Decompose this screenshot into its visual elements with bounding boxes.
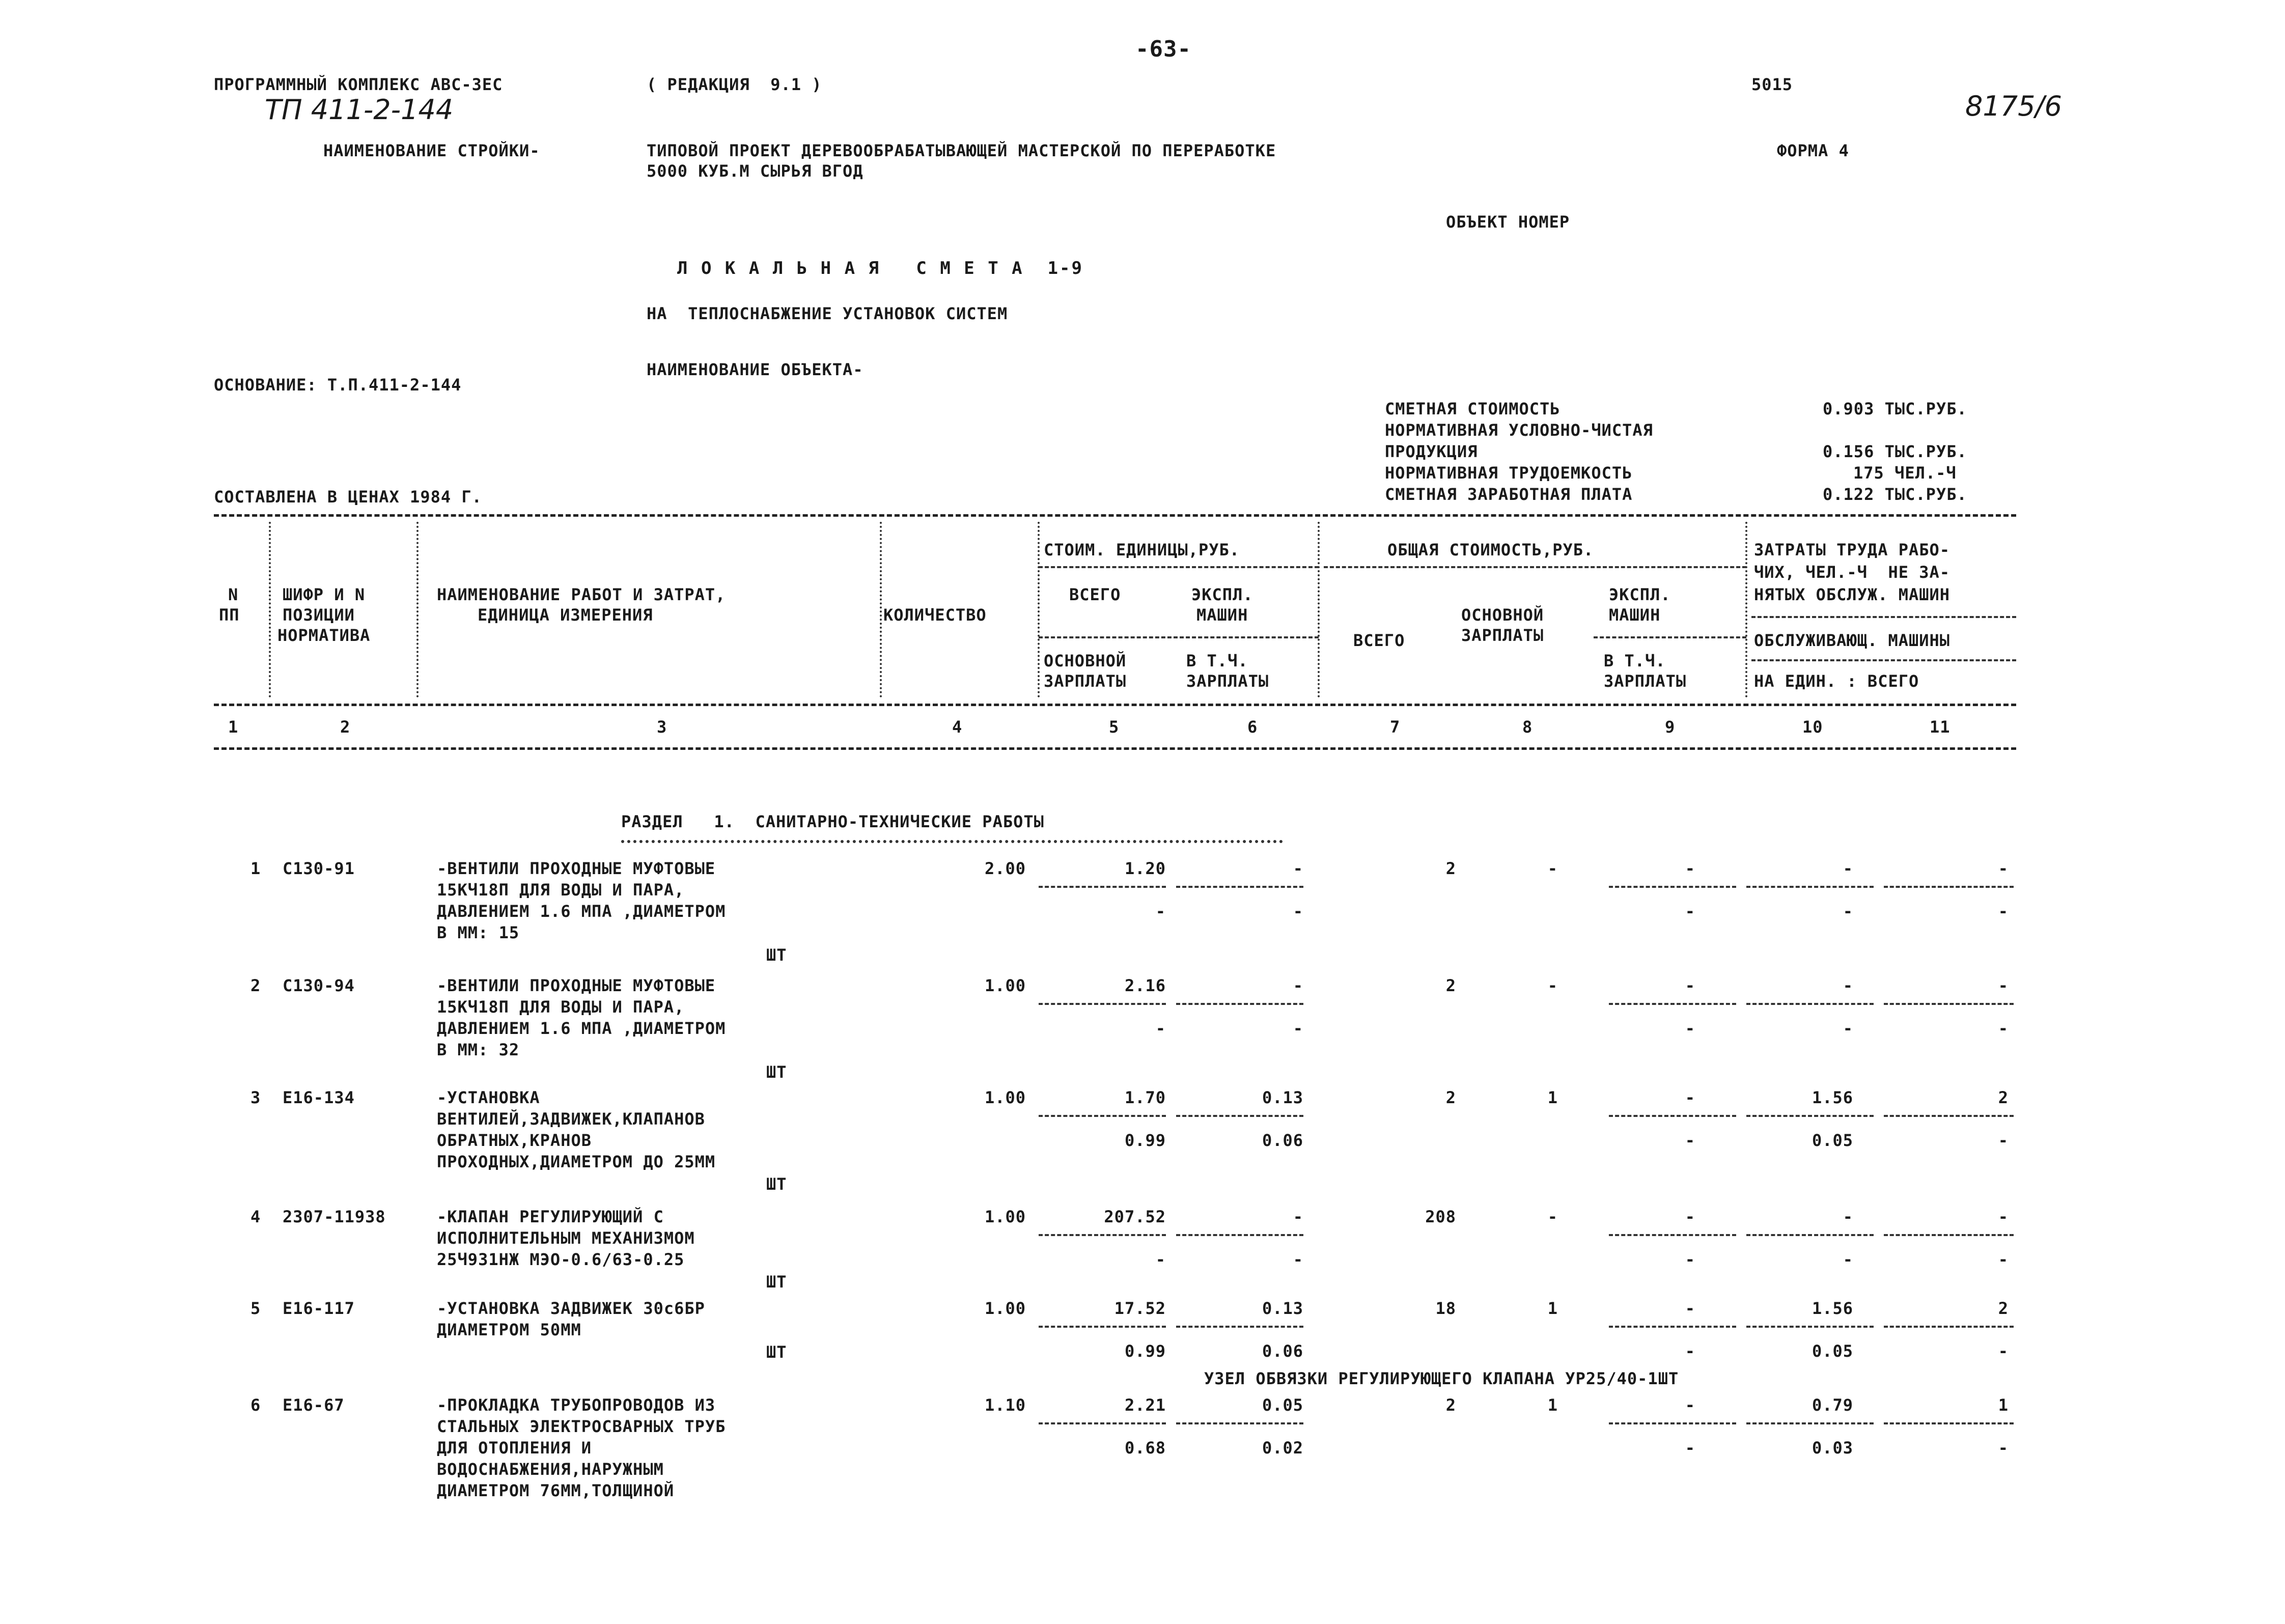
- cell-split-rule: [1039, 1234, 1166, 1236]
- cell-split-rule: [1176, 1115, 1303, 1117]
- row-number: 6: [250, 1395, 261, 1415]
- row-unit-total: 17.52: [1114, 1299, 1166, 1318]
- header-total-mach-wage: ЗАРПЛАТЫ: [1604, 671, 1687, 691]
- cell-split-rule: [1609, 1003, 1736, 1005]
- row-work-name: -ВЕНТИЛИ ПРОХОДНЫЕ МУФТОВЫЕ: [437, 976, 716, 995]
- basis: ОСНОВАНИЕ: Т.П.411-2-144: [214, 375, 462, 395]
- header-code: ШИФР И N: [283, 585, 366, 604]
- cell-split-rule: [1884, 1422, 2014, 1424]
- row-labor-mach-total: -: [1998, 1341, 2009, 1361]
- row-unit-wage: 0.99: [1124, 1341, 1166, 1361]
- header-unit-total: ВСЕГО: [1069, 585, 1121, 604]
- row-total-wage: 1: [1547, 1395, 1558, 1415]
- cell-split-rule: [1039, 1003, 1166, 1005]
- column-number: 11: [1930, 717, 1950, 737]
- row-total-mach-wage: -: [1685, 1131, 1695, 1150]
- row-unit: ШТ: [766, 945, 787, 965]
- row-total-mach: -: [1685, 859, 1695, 878]
- col-divider: [416, 522, 419, 697]
- row-work-name: ВОДОСНАБЖЕНИЯ,НАРУЖНЫМ: [437, 1460, 664, 1479]
- row-total-mach: -: [1685, 1395, 1695, 1415]
- row-number: 5: [250, 1299, 261, 1318]
- cell-split-rule: [1176, 1003, 1303, 1005]
- section-underline: [621, 840, 1283, 843]
- row-labor-mach-unit: 0.03: [1812, 1438, 1853, 1458]
- row-total-mach-wage: -: [1685, 902, 1695, 921]
- header-code: НОРМАТИВА: [277, 626, 371, 645]
- row-work-name: -ВЕНТИЛИ ПРОХОДНЫЕ МУФТОВЫЕ: [437, 859, 716, 878]
- program-name: ПРОГРАММНЫЙ КОМПЛЕКС АВС-3ЕС: [214, 75, 503, 94]
- cell-split-rule: [1746, 886, 1874, 888]
- row-work-name: ИСПОЛНИТЕЛЬНЫМ МЕХАНИЗМОМ: [437, 1228, 695, 1248]
- row-quantity: 1.10: [984, 1395, 1026, 1415]
- row-code: Е16-117: [283, 1299, 355, 1318]
- row-total-mach: -: [1685, 1299, 1695, 1318]
- row-total-wage: 1: [1547, 1299, 1558, 1318]
- node-note: УЗЕЛ ОБВЯЗКИ РЕГУЛИРУЮЩЕГО КЛАПАНА УР25/40-1ШТ: [1204, 1369, 1679, 1388]
- header-rule: [1751, 659, 2016, 661]
- cell-split-rule: [1609, 1234, 1736, 1236]
- row-unit: ШТ: [766, 1062, 787, 1082]
- row-work-name: ДАВЛЕНИЕМ 1.6 МПА ,ДИАМЕТРОМ: [437, 902, 726, 921]
- row-unit-total: 207.52: [1104, 1207, 1166, 1226]
- row-labor-total: 2: [1998, 1299, 2009, 1318]
- row-labor-mach-unit: 0.05: [1812, 1341, 1853, 1361]
- header-unit-wage: ЗАРПЛАТЫ: [1044, 671, 1127, 691]
- column-number: 3: [657, 717, 667, 737]
- row-unit-mach-wage: -: [1293, 1019, 1303, 1038]
- col-divider: [1745, 522, 1747, 697]
- cell-split-rule: [1746, 1003, 1874, 1005]
- row-total-mach: -: [1685, 1088, 1695, 1107]
- cell-split-rule: [1176, 1326, 1303, 1328]
- summary-label: СМЕТНАЯ ЗАРАБОТНАЯ ПЛАТА: [1385, 485, 1633, 504]
- column-number: 6: [1247, 717, 1258, 737]
- row-code: С130-94: [283, 976, 355, 995]
- row-unit: ШТ: [766, 1342, 787, 1362]
- summary-label: СМЕТНАЯ СТОИМОСТЬ: [1385, 399, 1561, 418]
- row-total: 208: [1425, 1207, 1456, 1226]
- header-total-mach-wage: В Т.Ч.: [1604, 651, 1666, 670]
- cell-split-rule: [1609, 1115, 1736, 1117]
- header-quantity: КОЛИЧЕСТВО: [883, 605, 987, 625]
- cell-split-rule: [1039, 1115, 1166, 1117]
- row-labor-unit: -: [1843, 1207, 1853, 1226]
- row-work-name: 15КЧ18П ДЛЯ ВОДЫ И ПАРА,: [437, 997, 685, 1017]
- row-quantity: 1.00: [984, 976, 1026, 995]
- row-quantity: 2.00: [984, 859, 1026, 878]
- row-unit-wage: 0.99: [1124, 1131, 1166, 1150]
- row-total-mach: -: [1685, 1207, 1695, 1226]
- header-work-name: НАИМЕНОВАНИЕ РАБОТ И ЗАТРАТ,: [437, 585, 726, 604]
- col-divider: [269, 522, 271, 697]
- row-unit-mach: -: [1293, 1207, 1303, 1226]
- row-unit-mach-wage: 0.06: [1262, 1131, 1303, 1150]
- row-labor-mach-total: -: [1998, 1019, 2009, 1038]
- header-rule: [1594, 636, 1746, 638]
- header-code: ПОЗИЦИИ: [283, 605, 355, 625]
- column-number: 9: [1665, 717, 1676, 737]
- row-labor-total: 2: [1998, 1088, 2009, 1107]
- row-labor-mach-unit: -: [1843, 902, 1853, 921]
- header-unit-mach: ЭКСПЛ.: [1191, 585, 1253, 604]
- header-rule: [1039, 566, 1319, 568]
- row-work-name: ОБРАТНЫХ,КРАНОВ: [437, 1131, 592, 1150]
- header-total-cost: ОБЩАЯ СТОИМОСТЬ,РУБ.: [1387, 540, 1594, 559]
- row-work-name: -УСТАНОВКА ЗАДВИЖЕК 30с6БР: [437, 1299, 705, 1318]
- cell-split-rule: [1746, 1422, 1874, 1424]
- row-work-name: ПРОХОДНЫХ,ДИАМЕТРОМ ДО 25ММ: [437, 1152, 716, 1171]
- header-unit-wage: ОСНОВНОЙ: [1044, 651, 1127, 670]
- column-number: 5: [1109, 717, 1120, 737]
- section-title: РАЗДЕЛ 1. САНИТАРНО-ТЕХНИЧЕСКИЕ РАБОТЫ: [621, 812, 1044, 831]
- estimate-subtitle: НА ТЕПЛОСНАБЖЕНИЕ УСТАНОВОК СИСТЕМ: [647, 304, 1008, 323]
- row-labor-unit: 1.56: [1812, 1299, 1853, 1318]
- row-unit-mach: -: [1293, 859, 1303, 878]
- row-unit-mach-wage: -: [1293, 902, 1303, 921]
- cell-split-rule: [1746, 1234, 1874, 1236]
- estimate-title: Л О К А Л Ь Н А Я С М Е Т А 1-9: [677, 258, 1083, 278]
- row-quantity: 1.00: [984, 1299, 1026, 1318]
- cell-split-rule: [1746, 1326, 1874, 1328]
- row-unit-mach-wage: 0.06: [1262, 1341, 1303, 1361]
- cell-split-rule: [1039, 1326, 1166, 1328]
- row-labor-unit: -: [1843, 976, 1853, 995]
- row-number: 3: [250, 1088, 261, 1107]
- page-number: -63-: [1135, 36, 1191, 62]
- column-number: 7: [1390, 717, 1401, 737]
- row-unit-total: 2.21: [1124, 1395, 1166, 1415]
- header-unit-mach: МАШИН: [1196, 605, 1248, 625]
- row-total-mach: -: [1685, 976, 1695, 995]
- form-number: ФОРМА 4: [1777, 141, 1849, 160]
- cell-split-rule: [1884, 1234, 2014, 1236]
- column-number: 2: [340, 717, 351, 737]
- row-work-name: -ПРОКЛАДКА ТРУБОПРОВОДОВ ИЗ: [437, 1395, 716, 1415]
- row-total: 2: [1445, 976, 1456, 995]
- row-total-wage: -: [1547, 1207, 1558, 1226]
- row-unit-mach: -: [1293, 976, 1303, 995]
- row-total-mach-wage: -: [1685, 1019, 1695, 1038]
- table-rule-top: [214, 514, 2016, 517]
- table-rule-bottom: [214, 747, 2016, 750]
- row-labor-unit: 1.56: [1812, 1088, 1853, 1107]
- row-labor-mach-total: -: [1998, 902, 2009, 921]
- row-unit-wage: -: [1155, 1019, 1166, 1038]
- row-number: 4: [250, 1207, 261, 1226]
- row-number: 1: [250, 859, 261, 878]
- summary-value: 0.122 ТЫС.РУБ.: [1823, 485, 1967, 504]
- cell-split-rule: [1609, 886, 1736, 888]
- row-unit-wage: -: [1155, 902, 1166, 921]
- cell-split-rule: [1176, 886, 1303, 888]
- row-total-mach-wage: -: [1685, 1438, 1695, 1458]
- row-labor-total: -: [1998, 859, 2009, 878]
- cell-split-rule: [1176, 1234, 1303, 1236]
- summary-value: 0.903 ТЫС.РУБ.: [1823, 399, 1967, 418]
- construction-name-line2: 5000 КУБ.М СЫРЬЯ ВГОД: [647, 161, 863, 181]
- header-labor: ЧИХ, ЧЕЛ.-Ч НЕ ЗА-: [1754, 563, 1950, 582]
- row-total: 18: [1435, 1299, 1456, 1318]
- handwritten-project-number: ТП 411-2-144: [265, 94, 454, 126]
- row-total-mach-wage: -: [1685, 1250, 1695, 1269]
- row-quantity: 1.00: [984, 1088, 1026, 1107]
- header-n: N: [228, 585, 239, 604]
- row-unit-wage: 0.68: [1124, 1438, 1166, 1458]
- row-labor-unit: -: [1843, 859, 1853, 878]
- construction-label: НАИМЕНОВАНИЕ СТРОЙКИ-: [323, 141, 540, 160]
- header-total-wage: ОСНОВНОЙ: [1461, 605, 1544, 625]
- row-labor-mach-unit: -: [1843, 1250, 1853, 1269]
- summary-value: 175 ЧЕЛ.-Ч: [1853, 463, 1957, 483]
- row-work-name: ДАВЛЕНИЕМ 1.6 МПА ,ДИАМЕТРОМ: [437, 1019, 726, 1038]
- row-labor-unit: 0.79: [1812, 1395, 1853, 1415]
- row-total-wage: 1: [1547, 1088, 1558, 1107]
- column-number: 10: [1802, 717, 1823, 737]
- row-work-name: -УСТАНОВКА: [437, 1088, 540, 1107]
- header-unit-mach-wage: В Т.Ч.: [1186, 651, 1248, 670]
- header-unit-mach-wage: ЗАРПЛАТЫ: [1186, 671, 1269, 691]
- row-total-wage: -: [1547, 976, 1558, 995]
- row-code: Е16-67: [283, 1395, 345, 1415]
- row-unit-total: 2.16: [1124, 976, 1166, 995]
- cell-split-rule: [1884, 1115, 2014, 1117]
- header-labor: ЗАТРАТЫ ТРУДА РАБО-: [1754, 540, 1950, 559]
- row-work-name: В ММ: 15: [437, 923, 520, 942]
- row-work-name: ДЛЯ ОТОПЛЕНИЯ И: [437, 1438, 592, 1458]
- row-labor-mach-unit: 0.05: [1812, 1131, 1853, 1150]
- row-code: С130-91: [283, 859, 355, 878]
- header-rule: [1324, 566, 1746, 568]
- cell-split-rule: [1609, 1326, 1736, 1328]
- header-n: ПП: [219, 605, 240, 625]
- row-work-name: ДИАМЕТРОМ 76ММ,ТОЛЩИНОЙ: [437, 1481, 675, 1500]
- handwritten-archive-number: 8175/6: [1965, 90, 2062, 122]
- cell-split-rule: [1884, 886, 2014, 888]
- header-labor: НА ЕДИН. : ВСЕГО: [1754, 671, 1919, 691]
- cell-split-rule: [1884, 1003, 2014, 1005]
- header-total-all: ВСЕГО: [1353, 631, 1405, 650]
- cell-split-rule: [1884, 1326, 2014, 1328]
- row-labor-mach-unit: -: [1843, 1019, 1853, 1038]
- row-work-name: В ММ: 32: [437, 1040, 520, 1059]
- row-labor-total: -: [1998, 1207, 2009, 1226]
- header-unit-cost: СТОИМ. ЕДИНИЦЫ,РУБ.: [1044, 540, 1240, 559]
- row-quantity: 1.00: [984, 1207, 1026, 1226]
- row-unit-total: 1.70: [1124, 1088, 1166, 1107]
- row-unit-mach: 0.13: [1262, 1299, 1303, 1318]
- row-code: Е16-134: [283, 1088, 355, 1107]
- row-code: 2307-11938: [283, 1207, 386, 1226]
- row-total-mach-wage: -: [1685, 1341, 1695, 1361]
- row-total-wage: -: [1547, 859, 1558, 878]
- row-unit-wage: -: [1155, 1250, 1166, 1269]
- header-total-mach: МАШИН: [1609, 605, 1661, 625]
- row-unit: ШТ: [766, 1272, 787, 1292]
- object-name-label: НАИМЕНОВАНИЕ ОБЪЕКТА-: [647, 360, 863, 379]
- row-labor-total: -: [1998, 976, 2009, 995]
- col-divider: [880, 522, 882, 697]
- column-number: 8: [1522, 717, 1533, 737]
- header-total-mach: ЭКСПЛ.: [1609, 585, 1671, 604]
- row-labor-mach-total: -: [1998, 1250, 2009, 1269]
- row-labor-mach-total: -: [1998, 1131, 2009, 1150]
- price-basis: СОСТАВЛЕНА В ЦЕНАХ 1984 Г.: [214, 487, 482, 507]
- object-number: ОБЪЕКТ НОМЕР: [1446, 212, 1570, 232]
- cell-split-rule: [1039, 886, 1166, 888]
- header-rule: [1039, 636, 1319, 638]
- row-total: 2: [1445, 1088, 1456, 1107]
- column-number: 4: [952, 717, 963, 737]
- row-number: 2: [250, 976, 261, 995]
- cell-split-rule: [1609, 1422, 1736, 1424]
- summary-label: НОРМАТИВНАЯ УСЛОВНО-ЧИСТАЯ: [1385, 421, 1653, 440]
- program-edition: ( РЕДАКЦИЯ 9.1 ): [647, 75, 822, 94]
- document-code: 5015: [1751, 75, 1793, 94]
- header-work-name: ЕДИНИЦА ИЗМЕРЕНИЯ: [478, 605, 653, 625]
- row-work-name: 15КЧ18П ДЛЯ ВОДЫ И ПАРА,: [437, 880, 685, 900]
- row-total: 2: [1445, 859, 1456, 878]
- col-divider: [1318, 522, 1320, 697]
- construction-name-line1: ТИПОВОЙ ПРОЕКТ ДЕРЕВООБРАБАТЫВАЮЩЕЙ МАСТЕРСКОЙ ПО ПЕРЕРАБОТКЕ: [647, 141, 1276, 160]
- row-work-name: 25Ч931НЖ МЭО-0.6/63-0.25: [437, 1250, 685, 1269]
- row-work-name: СТАЛЬНЫХ ЭЛЕКТРОСВАРНЫХ ТРУБ: [437, 1417, 726, 1436]
- row-unit: ШТ: [766, 1174, 787, 1194]
- header-rule: [1751, 616, 2016, 618]
- row-unit-mach-wage: 0.02: [1262, 1438, 1303, 1458]
- row-unit-mach: 0.05: [1262, 1395, 1303, 1415]
- col-divider: [1038, 522, 1040, 697]
- table-rule: [214, 704, 2016, 706]
- row-unit-total: 1.20: [1124, 859, 1166, 878]
- header-labor: ОБСЛУЖИВАЮЩ. МАШИНЫ: [1754, 631, 1950, 650]
- cell-split-rule: [1039, 1422, 1166, 1424]
- row-work-name: ВЕНТИЛЕЙ,ЗАДВИЖЕК,КЛАПАНОВ: [437, 1109, 705, 1129]
- row-work-name: -КЛАПАН РЕГУЛИРУЮЩИЙ С: [437, 1207, 664, 1226]
- row-labor-mach-total: -: [1998, 1438, 2009, 1458]
- summary-value: 0.156 ТЫС.РУБ.: [1823, 442, 1967, 461]
- header-total-wage: ЗАРПЛАТЫ: [1461, 626, 1544, 645]
- row-total: 2: [1445, 1395, 1456, 1415]
- row-labor-total: 1: [1998, 1395, 2009, 1415]
- header-labor: НЯТЫХ ОБСЛУЖ. МАШИН: [1754, 585, 1950, 604]
- summary-label: НОРМАТИВНАЯ ТРУДОЕМКОСТЬ: [1385, 463, 1633, 483]
- cell-split-rule: [1176, 1422, 1303, 1424]
- row-work-name: ДИАМЕТРОМ 50ММ: [437, 1320, 581, 1339]
- row-unit-mach: 0.13: [1262, 1088, 1303, 1107]
- row-unit-mach-wage: -: [1293, 1250, 1303, 1269]
- summary-label: ПРОДУКЦИЯ: [1385, 442, 1478, 461]
- cell-split-rule: [1746, 1115, 1874, 1117]
- column-number: 1: [228, 717, 239, 737]
